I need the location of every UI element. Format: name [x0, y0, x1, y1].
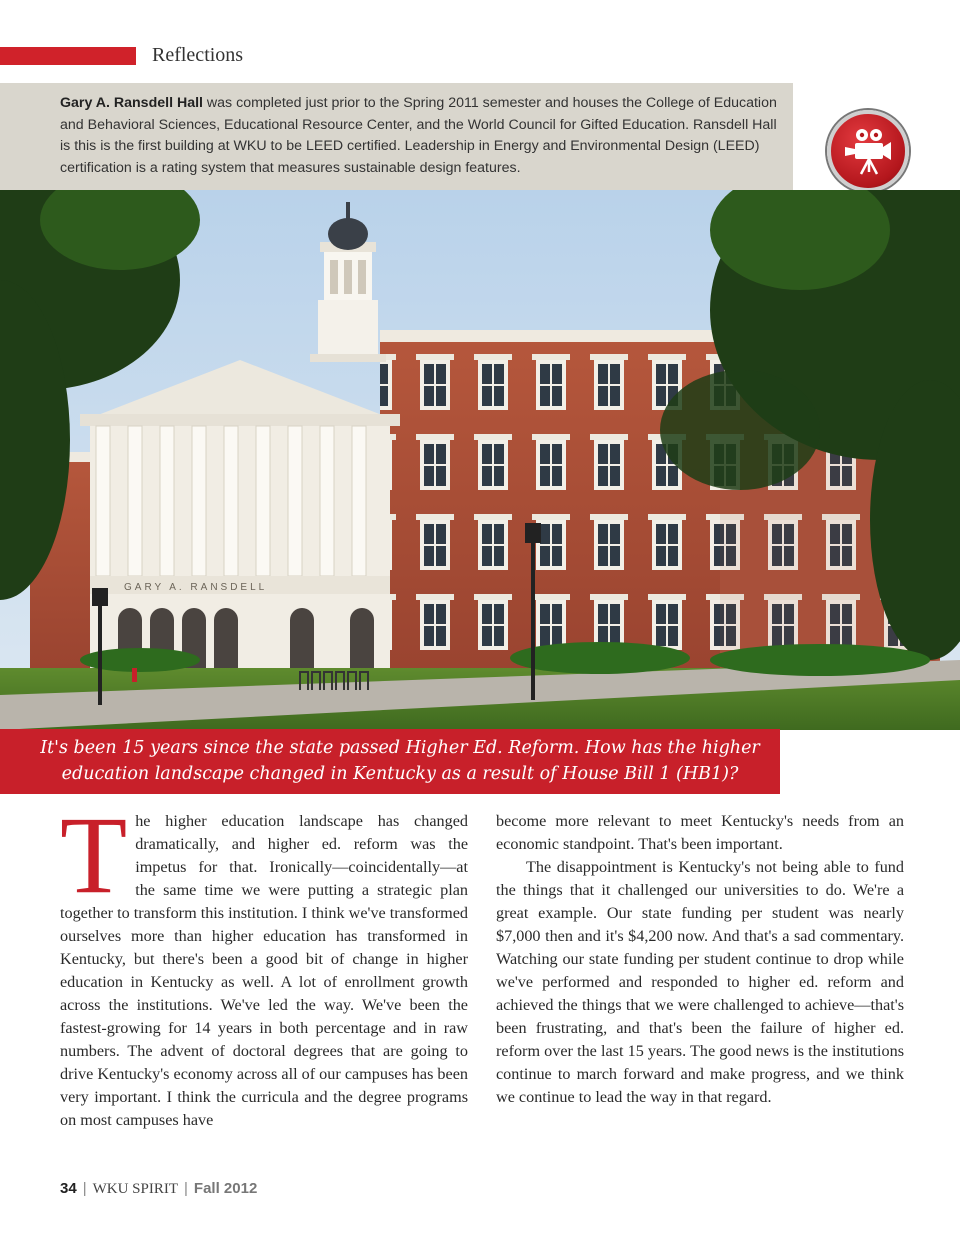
video-camera-icon[interactable]	[827, 110, 909, 192]
building-inscription: GARY A. RANSDELL	[124, 582, 268, 593]
caption-building-name: Gary A. Ransdell Hall	[60, 95, 203, 111]
header-red-bar	[0, 47, 136, 65]
page-footer	[60, 1180, 257, 1198]
page-number: 34	[60, 1180, 77, 1197]
article-left-text: he higher education landscape has changed dramatically, and higher ed. reform was the impetus for that. Ironically—coincidentally—at the same time we were putting a strategic plan together to transform this institution. I think we've transformed ourselves more than higher education has transformed in Kentucky, but there's been a good bit of change in higher education in Kentucky as well. A lot of enrollment growth across the institutions. We've led the way. We've been the fastest-growing for 14 years in both percentage and in raw numbers. The advent of doctoral degrees that are going to drive Kentucky's economy across all of our campuses has been very important. I think the curricula and the degree programs on most campuses have	[60, 812, 468, 1129]
issue-date: Fall 2012	[193, 1180, 258, 1197]
question-line-2: education landscape changed in Kentucky as a result of House Bill 1 (HB1)?	[61, 764, 739, 784]
footer-separator: |	[82, 1180, 87, 1197]
caption-text: was completed just prior to the Spring 2011 semester and houses the College of Education and Behavioral Sciences, Educational Resource Center, and the World Council for Gifted Education. Ransdell Hall is this is the first building at WKU to be LEED certified. Leadership in Energy and Environmental Design (LEED) certification is a rating system that measures sustainable design features.	[60, 95, 777, 176]
article-column-left	[60, 794, 468, 1132]
article-right-paragraph-1: become more relevant to meet Kentucky's needs from an economic standpoint. That's been important.	[496, 812, 904, 853]
building-photo	[0, 190, 960, 730]
photo-caption	[0, 83, 793, 190]
article-column-right	[496, 810, 904, 1109]
article-right-paragraph-2: The disappointment is Kentucky's not being able to fund the things that it challenged our universities to do. We're a great example. Our state funding per student was nearly $7,000 then and it's $4,200 now. And that's a sad commentary. Watching our state funding per student continue to drop while we've performed and responded to higher ed. reform and achieved the things that we were challenged to achieve—that's been frustrating, and that's been the failure of higher ed. reform over the last 15 years. The good news is the institutions continue to march forward and make progress, and we think we continue to lead the way in that regard.	[496, 858, 904, 1106]
publication-name: WKU SPIRIT	[92, 1181, 179, 1197]
footer-separator-2: |	[184, 1180, 188, 1197]
question-band	[0, 729, 780, 794]
question-line-1: It's been 15 years since the state passed Higher Ed. Reform. How has the higher	[40, 738, 760, 758]
ransdell-hall-illustration	[0, 190, 960, 730]
drop-cap: T	[60, 794, 128, 916]
video-camera-glyph	[831, 114, 905, 188]
section-title: Reflections	[152, 44, 244, 66]
